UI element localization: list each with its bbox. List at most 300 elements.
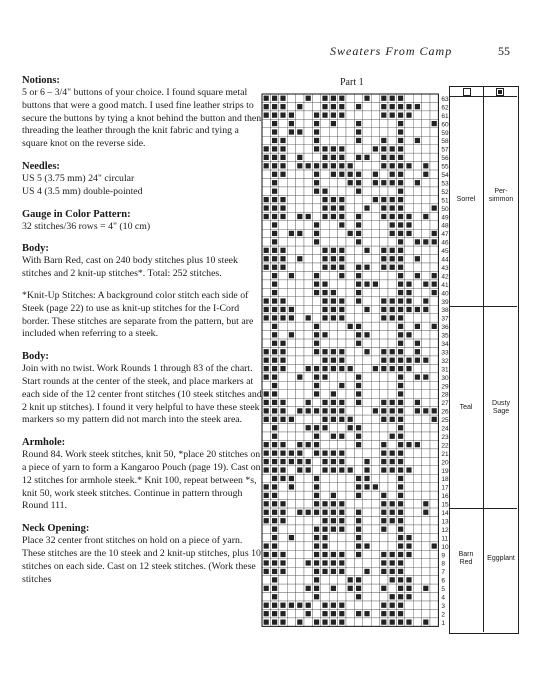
chart-symbol bbox=[264, 484, 269, 489]
chart-cell bbox=[321, 584, 329, 592]
chart-cell bbox=[296, 119, 304, 127]
chart-symbol bbox=[322, 552, 327, 557]
chart-symbol bbox=[398, 374, 403, 379]
chart-symbol bbox=[322, 315, 327, 320]
chart-symbol bbox=[398, 603, 403, 608]
chart-cell bbox=[346, 305, 354, 313]
chart-symbol bbox=[339, 408, 344, 413]
chart-cell bbox=[371, 102, 379, 110]
chart-cell bbox=[413, 593, 421, 601]
chart-symbol bbox=[280, 205, 285, 210]
chart-cell bbox=[296, 170, 304, 178]
chart-symbol bbox=[272, 146, 277, 151]
row-number-label: 50 bbox=[441, 205, 449, 213]
chart-symbol bbox=[280, 349, 285, 354]
chart-symbol bbox=[322, 332, 327, 337]
chart-symbol bbox=[356, 543, 361, 548]
chart-symbol bbox=[314, 138, 319, 143]
chart-cell bbox=[388, 128, 396, 136]
chart-symbol bbox=[398, 172, 403, 177]
chart-cell bbox=[262, 432, 270, 440]
chart-cell bbox=[262, 339, 270, 347]
chart-cell bbox=[430, 339, 438, 347]
chart-symbol bbox=[406, 282, 411, 287]
chart-symbol bbox=[356, 527, 361, 532]
chart-cell bbox=[388, 424, 396, 432]
chart-cell bbox=[287, 170, 295, 178]
chart-symbol bbox=[406, 332, 411, 337]
chart-cell bbox=[338, 288, 346, 296]
chart-symbol bbox=[314, 239, 319, 244]
chart-symbol bbox=[289, 535, 294, 540]
chart-symbol bbox=[381, 451, 386, 456]
chart-cell bbox=[338, 187, 346, 195]
chart-symbol bbox=[390, 248, 395, 253]
chart-cell bbox=[329, 271, 337, 279]
chart-symbol bbox=[331, 459, 336, 464]
chart-cell bbox=[422, 102, 430, 110]
chart-cell bbox=[430, 601, 438, 609]
chart-symbol bbox=[364, 155, 369, 160]
chart-symbol bbox=[390, 358, 395, 363]
chart-symbol bbox=[339, 459, 344, 464]
chart-symbol bbox=[272, 138, 277, 143]
chart-cell bbox=[304, 483, 312, 491]
chart-symbol bbox=[390, 594, 395, 599]
chart-symbol bbox=[306, 459, 311, 464]
chart-symbol bbox=[381, 417, 386, 422]
chart-symbol bbox=[272, 484, 277, 489]
chart-symbol bbox=[264, 400, 269, 405]
chart-symbol bbox=[390, 603, 395, 608]
chart-symbol bbox=[406, 366, 411, 371]
chart-symbol bbox=[406, 104, 411, 109]
chart-cell bbox=[329, 136, 337, 144]
chart-cell bbox=[430, 364, 438, 372]
chart-symbol bbox=[398, 552, 403, 557]
chart-cell bbox=[430, 474, 438, 482]
chart-cell bbox=[279, 238, 287, 246]
chart-symbol bbox=[432, 543, 437, 548]
chart-symbol bbox=[432, 417, 437, 422]
chart-cell bbox=[380, 593, 388, 601]
chart-cell bbox=[304, 102, 312, 110]
chart-symbol bbox=[339, 518, 344, 523]
chart-symbol bbox=[390, 620, 395, 625]
chart-symbol bbox=[373, 408, 378, 413]
chart-cell bbox=[371, 618, 379, 626]
chart-symbol bbox=[423, 163, 428, 168]
chart-cell bbox=[346, 263, 354, 271]
chart-symbol bbox=[331, 298, 336, 303]
chart-cell bbox=[346, 500, 354, 508]
chart-symbol bbox=[314, 282, 319, 287]
chart-cell bbox=[262, 128, 270, 136]
chart-symbol bbox=[272, 248, 277, 253]
chart-cell bbox=[430, 187, 438, 195]
chart-symbol bbox=[339, 560, 344, 565]
instructions-column bbox=[22, 74, 262, 595]
chart-cell bbox=[287, 255, 295, 263]
chart-symbol bbox=[272, 459, 277, 464]
armhole-text: Round 84. Work steek stitches, knit 50, *place 20 stitches on a piece of yarn to form a Kangaroo Pouch (page 19). Cast on 12 stitches for armhole steek.* Knit 100, repeat between *s, knit 50, work steek stitches. Continue in pattern through Round 111. bbox=[22, 449, 261, 512]
chart-symbol bbox=[339, 113, 344, 118]
chart-cell bbox=[287, 542, 295, 550]
chart-symbol bbox=[280, 552, 285, 557]
chart-cell bbox=[262, 381, 270, 389]
chart-cell bbox=[371, 559, 379, 567]
chart-symbol bbox=[415, 374, 420, 379]
chart-cell bbox=[346, 288, 354, 296]
chart-symbol bbox=[339, 527, 344, 532]
legend-color-barn-red: Barn Red bbox=[458, 551, 474, 566]
chart-cell bbox=[422, 483, 430, 491]
chart-symbol bbox=[356, 518, 361, 523]
chart-cell bbox=[321, 491, 329, 499]
chart-cell bbox=[413, 94, 421, 102]
chart-cell bbox=[422, 491, 430, 499]
chart-cell bbox=[430, 153, 438, 161]
chart-cell bbox=[413, 314, 421, 322]
chart-symbol bbox=[272, 121, 277, 126]
chart-cell bbox=[296, 550, 304, 558]
row-number-label: 2 bbox=[441, 611, 446, 619]
chart-symbol bbox=[280, 307, 285, 312]
chart-cell bbox=[304, 288, 312, 296]
chart-cell bbox=[338, 390, 346, 398]
chart-symbol bbox=[398, 442, 403, 447]
chart-symbol bbox=[322, 155, 327, 160]
chart-cell bbox=[346, 271, 354, 279]
chart-cell bbox=[422, 457, 430, 465]
chart-symbol bbox=[331, 493, 336, 498]
chart-symbol bbox=[390, 256, 395, 261]
chart-cell bbox=[312, 609, 320, 617]
row-number-label: 24 bbox=[441, 425, 449, 433]
chart-cell bbox=[354, 618, 362, 626]
chart-cell bbox=[388, 483, 396, 491]
chart-symbol bbox=[398, 594, 403, 599]
chart-cell bbox=[346, 145, 354, 153]
chart-symbol bbox=[306, 560, 311, 565]
chart-symbol bbox=[314, 501, 319, 506]
chart-cell bbox=[296, 432, 304, 440]
chart-symbol bbox=[272, 366, 277, 371]
chart-symbol bbox=[381, 155, 386, 160]
chart-cell bbox=[312, 305, 320, 313]
chart-cell bbox=[338, 584, 346, 592]
chart-cell bbox=[422, 348, 430, 356]
chart-cell bbox=[380, 373, 388, 381]
row-number-label: 21 bbox=[441, 450, 449, 458]
chart-cell bbox=[422, 381, 430, 389]
chart-symbol bbox=[322, 374, 327, 379]
chart-symbol bbox=[356, 535, 361, 540]
chart-cell bbox=[405, 609, 413, 617]
chart-cell bbox=[430, 457, 438, 465]
chart-symbol bbox=[398, 366, 403, 371]
chart-symbol bbox=[398, 467, 403, 472]
chart-cell bbox=[363, 136, 371, 144]
chart-cell bbox=[363, 212, 371, 220]
chart-symbol bbox=[398, 543, 403, 548]
chart-cell bbox=[304, 348, 312, 356]
chart-cell bbox=[262, 271, 270, 279]
chart-symbol bbox=[297, 256, 302, 261]
chart-symbol bbox=[280, 256, 285, 261]
chart-cell bbox=[380, 187, 388, 195]
chart-symbol bbox=[280, 408, 285, 413]
chart-symbol bbox=[264, 586, 269, 591]
row-number-label: 61 bbox=[441, 112, 449, 120]
band-divider bbox=[449, 306, 517, 307]
chart-cell bbox=[413, 618, 421, 626]
chart-symbol bbox=[398, 577, 403, 582]
chart-cell bbox=[312, 195, 320, 203]
chart-cell bbox=[329, 440, 337, 448]
chart-cell bbox=[430, 517, 438, 525]
chart-symbol bbox=[381, 620, 386, 625]
chart-cell bbox=[304, 229, 312, 237]
chart-symbol bbox=[390, 552, 395, 557]
chart-symbol bbox=[398, 400, 403, 405]
chart-cell bbox=[329, 322, 337, 330]
chart-cell bbox=[304, 550, 312, 558]
chart-symbol bbox=[398, 205, 403, 210]
chart-cell bbox=[422, 136, 430, 144]
chart-symbol bbox=[331, 611, 336, 616]
chart-cell bbox=[346, 440, 354, 448]
chart-cell bbox=[405, 398, 413, 406]
chart-cell bbox=[338, 533, 346, 541]
chart-symbol bbox=[331, 518, 336, 523]
chart-cell bbox=[363, 381, 371, 389]
chart-cell bbox=[371, 221, 379, 229]
chart-cell bbox=[430, 550, 438, 558]
chart-symbol bbox=[264, 265, 269, 270]
chart-symbol bbox=[280, 476, 285, 481]
chart-symbol bbox=[280, 265, 285, 270]
chart-symbol bbox=[322, 358, 327, 363]
chart-symbol bbox=[423, 358, 428, 363]
row-number-label: 30 bbox=[441, 374, 449, 382]
chart-cell bbox=[338, 424, 346, 432]
chart-cell bbox=[346, 381, 354, 389]
chart-symbol bbox=[356, 383, 361, 388]
chart-cell bbox=[430, 609, 438, 617]
chart-symbol bbox=[381, 180, 386, 185]
chart-symbol bbox=[390, 518, 395, 523]
chart-symbol bbox=[314, 586, 319, 591]
chart-symbol bbox=[339, 172, 344, 177]
chart-cell bbox=[296, 204, 304, 212]
chart-symbol bbox=[280, 417, 285, 422]
chart-cell bbox=[354, 601, 362, 609]
chart-cell bbox=[304, 153, 312, 161]
chart-symbol bbox=[381, 366, 386, 371]
chart-cell bbox=[296, 491, 304, 499]
chart-cell bbox=[321, 229, 329, 237]
chart-symbol bbox=[322, 569, 327, 574]
row-number-label: 32 bbox=[441, 357, 449, 365]
chart-symbol bbox=[398, 535, 403, 540]
chart-cell bbox=[279, 390, 287, 398]
chart-symbol bbox=[322, 417, 327, 422]
chart-symbol bbox=[390, 459, 395, 464]
chart-symbol bbox=[272, 535, 277, 540]
chart-cell bbox=[430, 483, 438, 491]
chart-cell bbox=[321, 390, 329, 398]
chart-symbol bbox=[381, 400, 386, 405]
chart-symbol bbox=[314, 129, 319, 134]
chart-symbol bbox=[264, 374, 269, 379]
chart-cell bbox=[371, 491, 379, 499]
chart-cell bbox=[422, 390, 430, 398]
chart-symbol bbox=[264, 459, 269, 464]
chart-cell bbox=[422, 339, 430, 347]
chart-cell bbox=[413, 550, 421, 558]
chart-symbol bbox=[272, 510, 277, 515]
chart-symbol bbox=[339, 315, 344, 320]
chart-symbol bbox=[306, 467, 311, 472]
chart-cell bbox=[422, 609, 430, 617]
chart-symbol bbox=[406, 467, 411, 472]
chart-symbol bbox=[381, 138, 386, 143]
chart-cell bbox=[304, 263, 312, 271]
chart-cell bbox=[346, 246, 354, 254]
chart-symbol bbox=[356, 129, 361, 134]
chart-symbol bbox=[289, 484, 294, 489]
chart-cell bbox=[287, 390, 295, 398]
chart-symbol bbox=[297, 467, 302, 472]
chart-cell bbox=[422, 449, 430, 457]
chart-cell bbox=[287, 500, 295, 508]
chart-cell bbox=[405, 432, 413, 440]
chart-symbol bbox=[406, 586, 411, 591]
chart-symbol bbox=[348, 172, 353, 177]
chart-symbol bbox=[272, 358, 277, 363]
chart-cell bbox=[354, 415, 362, 423]
chart-cell bbox=[430, 212, 438, 220]
chart-symbol bbox=[356, 374, 361, 379]
chart-cell bbox=[371, 542, 379, 550]
chart-cell bbox=[354, 195, 362, 203]
chart-cell bbox=[338, 119, 346, 127]
chart-symbol bbox=[314, 442, 319, 447]
chart-cell bbox=[380, 483, 388, 491]
chart-cell bbox=[371, 297, 379, 305]
chart-cell bbox=[346, 280, 354, 288]
chart-cell bbox=[430, 179, 438, 187]
row-number-label: 22 bbox=[441, 442, 449, 450]
chart-cell bbox=[346, 508, 354, 516]
chart-cell bbox=[279, 221, 287, 229]
chart-cell bbox=[338, 229, 346, 237]
chart-symbol bbox=[356, 282, 361, 287]
chart-cell bbox=[296, 559, 304, 567]
chart-cell bbox=[338, 179, 346, 187]
chart-symbol bbox=[390, 501, 395, 506]
chart-symbol bbox=[390, 560, 395, 565]
chart-cell bbox=[346, 119, 354, 127]
chart-symbol bbox=[390, 307, 395, 312]
chart-cell bbox=[287, 102, 295, 110]
chart-cell bbox=[422, 187, 430, 195]
row-number-label: 44 bbox=[441, 256, 449, 264]
chart-symbol bbox=[423, 374, 428, 379]
chart-symbol bbox=[264, 104, 269, 109]
chart-symbol bbox=[322, 501, 327, 506]
chart-symbol bbox=[272, 543, 277, 548]
chart-cell bbox=[363, 187, 371, 195]
chart-symbol bbox=[364, 569, 369, 574]
notions-heading: Notions: bbox=[22, 75, 60, 86]
chart-cell bbox=[405, 322, 413, 330]
chart-cell bbox=[287, 246, 295, 254]
chart-symbol bbox=[314, 113, 319, 118]
chart-cell bbox=[363, 584, 371, 592]
chart-cell bbox=[338, 322, 346, 330]
chart-cell bbox=[346, 390, 354, 398]
chart-cell bbox=[287, 432, 295, 440]
chart-cell bbox=[304, 111, 312, 119]
chart-cell bbox=[413, 381, 421, 389]
row-number-label: 7 bbox=[441, 569, 446, 577]
row-number-label: 42 bbox=[441, 273, 449, 281]
chart-cell bbox=[430, 576, 438, 584]
chart-symbol bbox=[398, 324, 403, 329]
chart-cell bbox=[363, 238, 371, 246]
chart-symbol bbox=[322, 214, 327, 219]
chart-cell bbox=[430, 297, 438, 305]
chart-cell bbox=[312, 601, 320, 609]
chart-cell bbox=[338, 483, 346, 491]
chart-symbol bbox=[331, 104, 336, 109]
row-number-label: 6 bbox=[441, 577, 446, 585]
chart-cell bbox=[380, 432, 388, 440]
chart-symbol bbox=[381, 560, 386, 565]
chart-cell bbox=[363, 162, 371, 170]
chart-symbol bbox=[356, 611, 361, 616]
chart-symbol bbox=[415, 324, 420, 329]
row-number-label: 38 bbox=[441, 307, 449, 315]
chart-cell bbox=[422, 221, 430, 229]
armhole-heading: Armhole: bbox=[22, 437, 66, 449]
chart-cell bbox=[312, 102, 320, 110]
chart-symbol bbox=[331, 290, 336, 295]
chart-cell bbox=[413, 128, 421, 136]
chart-cell bbox=[405, 195, 413, 203]
chart-cell bbox=[388, 280, 396, 288]
chart-symbol bbox=[381, 307, 386, 312]
chart-symbol bbox=[272, 129, 277, 134]
chart-cell bbox=[371, 398, 379, 406]
chart-cell bbox=[296, 500, 304, 508]
chart-symbol bbox=[398, 248, 403, 253]
chart-cell bbox=[262, 238, 270, 246]
chart-cell bbox=[405, 491, 413, 499]
chart-symbol bbox=[289, 451, 294, 456]
chart-cell bbox=[338, 593, 346, 601]
chart-symbol bbox=[280, 214, 285, 219]
chart-symbol bbox=[339, 611, 344, 616]
chart-symbol bbox=[331, 467, 336, 472]
chart-cell bbox=[346, 407, 354, 415]
chart-cell bbox=[296, 525, 304, 533]
chart-cell bbox=[363, 407, 371, 415]
chart-cell bbox=[329, 339, 337, 347]
chart-cell bbox=[363, 517, 371, 525]
